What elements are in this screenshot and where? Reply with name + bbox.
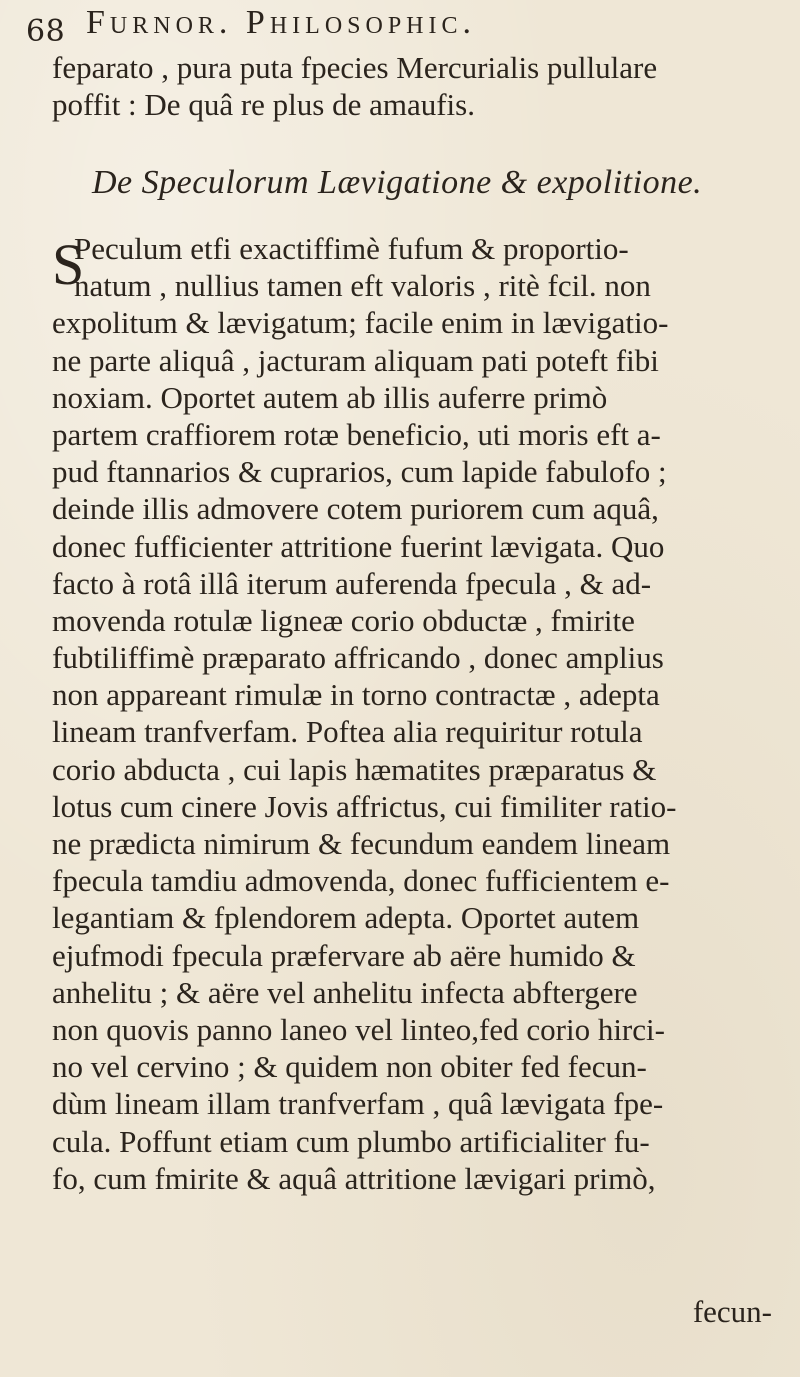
text-line: feparato , pura puta fpecies Mercurialis pullulare — [52, 50, 658, 85]
text-line: pud ftannarios & cuprarios, cum lapide fabulofo ; — [52, 454, 667, 490]
text-line: fubtiliffimè præparato affricando , donec amplius — [52, 640, 664, 676]
text-line: non quovis panno laneo vel linteo,fed corio hirci- — [52, 1011, 665, 1047]
running-title: Furnor. Philosophic. — [86, 4, 477, 41]
top-paragraph — [52, 50, 788, 123]
text-line: fo, cum fmirite & aquâ attritione lævigari primò, — [52, 1160, 656, 1196]
section-heading: De Speculorum Lævigatione & expolitione. — [92, 164, 703, 201]
first-line-text: Peculum etfi exactiffimè fufum & proportio- — [74, 231, 629, 266]
text-line: poffit : De quâ re plus de amaufis. — [52, 86, 475, 122]
text-line: fpecula tamdiu admovenda, donec fufficientem e- — [52, 863, 670, 899]
text-line: ejufmodi fpecula præfervare ab aëre humido & — [52, 937, 636, 973]
text-line: partem craffiorem rotæ beneficio, uti moris eft a- — [52, 416, 661, 452]
text-line: ne parte aliquâ , jacturam aliquam pati poteft fibi — [52, 342, 659, 378]
main-paragraph — [52, 230, 788, 1197]
text-line: dùm lineam illam tranfverfam , quâ lævigata fpe- — [52, 1086, 664, 1122]
text-line: no vel cervino ; & quidem non obiter fed fecun- — [52, 1049, 647, 1085]
text-line: ne prædicta nimirum & fecundum eandem lineam — [52, 826, 671, 861]
drop-cap: S — [52, 232, 85, 297]
text-line: natum , nullius tamen eft valoris , ritè fcil. non — [74, 268, 651, 304]
running-head — [26, 4, 780, 52]
text-line: expolitum & lævigatum; facile enim in lævigatio- — [52, 305, 669, 341]
catchword: fecun- — [692, 1294, 772, 1329]
text-line: lotus cum cinere Jovis affrictus, cui fimiliter ratio- — [52, 788, 677, 824]
text-line: facto à rotâ illâ iterum auferenda fpecula , & ad- — [52, 565, 652, 601]
text-line: deinde illis admovere cotem puriorem cum aquâ, — [52, 491, 659, 527]
text-line: anhelitu ; & aëre vel anhelitu infecta abftergere — [52, 974, 638, 1010]
text-line: donec fufficienter attritione fuerint lævigata. Quo — [52, 528, 665, 564]
text-line: corio abducta , cui lapis hæmatites præparatus & — [52, 751, 657, 787]
text-line: non appareant rimulæ in torno contractæ , adepta — [52, 677, 660, 713]
text-line: cula. Poffunt etiam cum plumbo artificialiter fu- — [52, 1123, 650, 1159]
text-line: movenda rotulæ ligneæ corio obductæ , fmirite — [52, 602, 635, 638]
text-line: lineam tranfverfam. Poftea alia requiritur rotula — [52, 714, 643, 750]
text-line: legantiam & fplendorem adepta. Oportet autem — [52, 900, 640, 936]
page-number: 68 — [26, 14, 66, 49]
text-line: noxiam. Oportet autem ab illis auferre primò — [52, 379, 608, 415]
